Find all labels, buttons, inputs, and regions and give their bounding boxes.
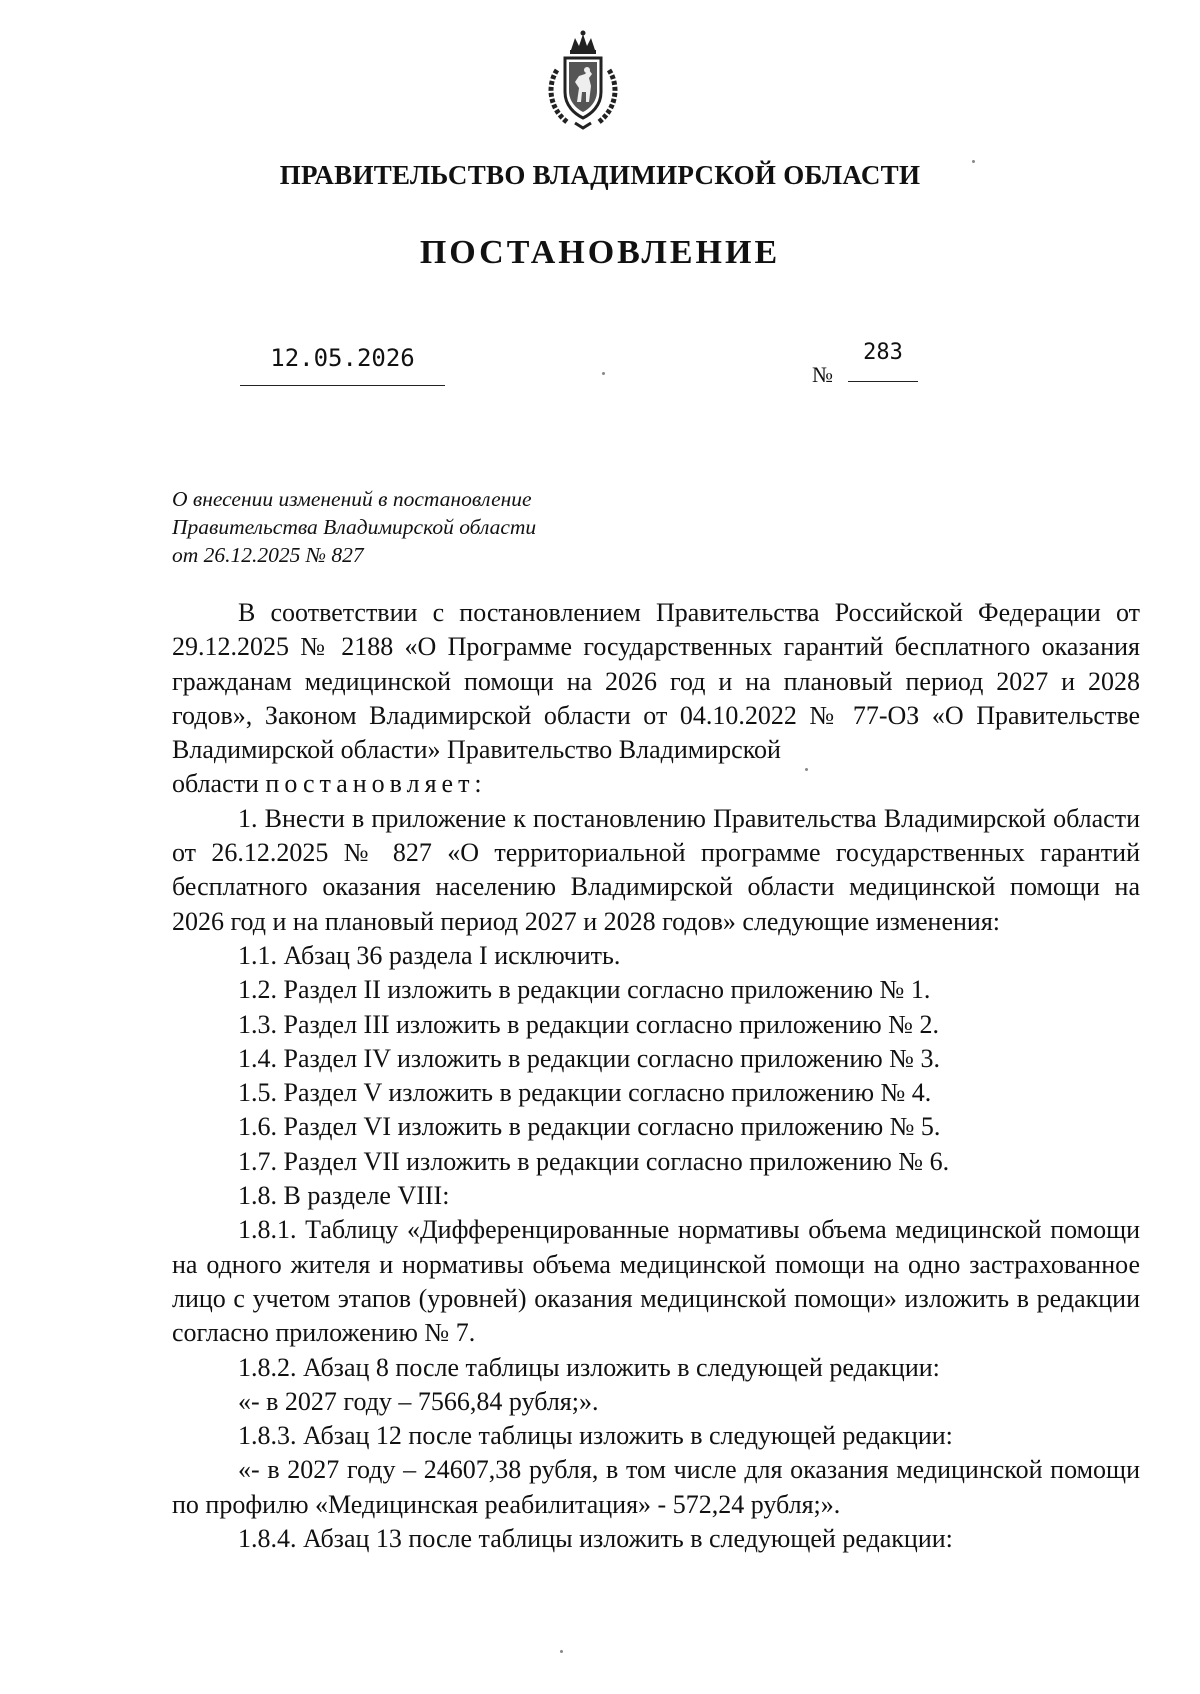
item-1-1: 1.1. Абзац 36 раздела I исключить.: [238, 940, 621, 970]
item-1: 1. Внести в приложение к постановлению Правительства Владимирской области от 26.12.2025 № 827 «О территориальной программе государственных гарантий бесплатного оказания населению Владимирской области медицинской помощи на 2026 год и на плановый период 2027 и 2028 годов» следующие изменения:: [172, 803, 1140, 936]
item-1-7: 1.7. Раздел VII изложить в редакции согласно приложению № 6.: [238, 1146, 950, 1176]
document-number: 283: [863, 340, 903, 365]
preamble-text: В соответствии с постановлением Правительства Российской Федерации от 29.12.2025 № 2188 «О Программе государственных гарантий бесплатного оказания гражданам медицинской помощи на 2026 год и на плановый период 2027 и 2028 годов», Законом Владимирской области от 04.10.2022 № 77-ОЗ «О Правительстве Владимирской области» Правительство Владимирской: [172, 598, 1140, 765]
date-underline: [240, 385, 445, 386]
item-1-8-4: 1.8.4. Абзац 13 после таблицы изложить в следующей редакции:: [238, 1524, 953, 1554]
scan-speck: [602, 372, 605, 375]
item-1-8-1: 1.8.1. Таблицу «Дифференцированные нормативы объема медицинской помощи на одного жителя и нормативы объема медицинской помощи на одно застрахованное лицо с учетом этапов (уровней) оказания медицинской помощи» изложить в редакции согласно приложению № 7.: [172, 1215, 1140, 1348]
preamble-end: области: [172, 769, 259, 799]
subject-line: Правительства Владимирской области: [172, 515, 537, 539]
document-subject: [172, 485, 642, 569]
scan-speck: [805, 768, 808, 771]
subject-line: О внесении изменений в постановление: [172, 487, 532, 511]
document-body: [172, 596, 1140, 1556]
item-1-6: 1.6. Раздел VI изложить в редакции согласно приложению № 5.: [238, 1112, 941, 1142]
organization-title: ПРАВИТЕЛЬСТВО ВЛАДИМИРСКОЙ ОБЛАСТИ: [279, 160, 921, 190]
item-1-3: 1.3. Раздел III изложить в редакции согласно приложению № 2.: [238, 1009, 939, 1039]
item-1-8-2-text: «- в 2027 году – 7566,84 рубля;».: [238, 1386, 599, 1416]
item-1-8-3-text: «- в 2027 году – 24607,38 рубля, в том числе для оказания медицинской помощи по профилю «Медицинская реабилитация» - 572,24 рубля;».: [172, 1455, 1140, 1519]
number-sign: №: [812, 362, 833, 387]
item-1-8-2: 1.8.2. Абзац 8 после таблицы изложить в следующей редакции:: [238, 1352, 940, 1382]
item-1-8: 1.8. В разделе VIII:: [238, 1181, 450, 1211]
preamble-paragraph: [172, 596, 1140, 802]
item-1-5: 1.5. Раздел V изложить в редакции согласно приложению № 4.: [238, 1078, 932, 1108]
number-underline: [848, 381, 918, 382]
subject-line: от 26.12.2025 № 827: [172, 543, 364, 567]
vladimir-oblast-coat-of-arms-icon: [537, 30, 629, 130]
scan-speck: [972, 160, 975, 163]
document-type-heading: ПОСТАНОВЛЕНИЕ: [419, 234, 781, 271]
item-1-2: 1.2. Раздел II изложить в редакции согласно приложению № 1.: [238, 975, 931, 1005]
preamble-action: постановляет:: [265, 769, 487, 799]
scan-speck: [560, 1650, 563, 1653]
document-date: 12.05.2026: [270, 344, 415, 372]
item-1-4: 1.4. Раздел IV изложить в редакции согласно приложению № 3.: [238, 1043, 940, 1073]
item-1-8-3: 1.8.3. Абзац 12 после таблицы изложить в следующей редакции:: [238, 1421, 953, 1451]
